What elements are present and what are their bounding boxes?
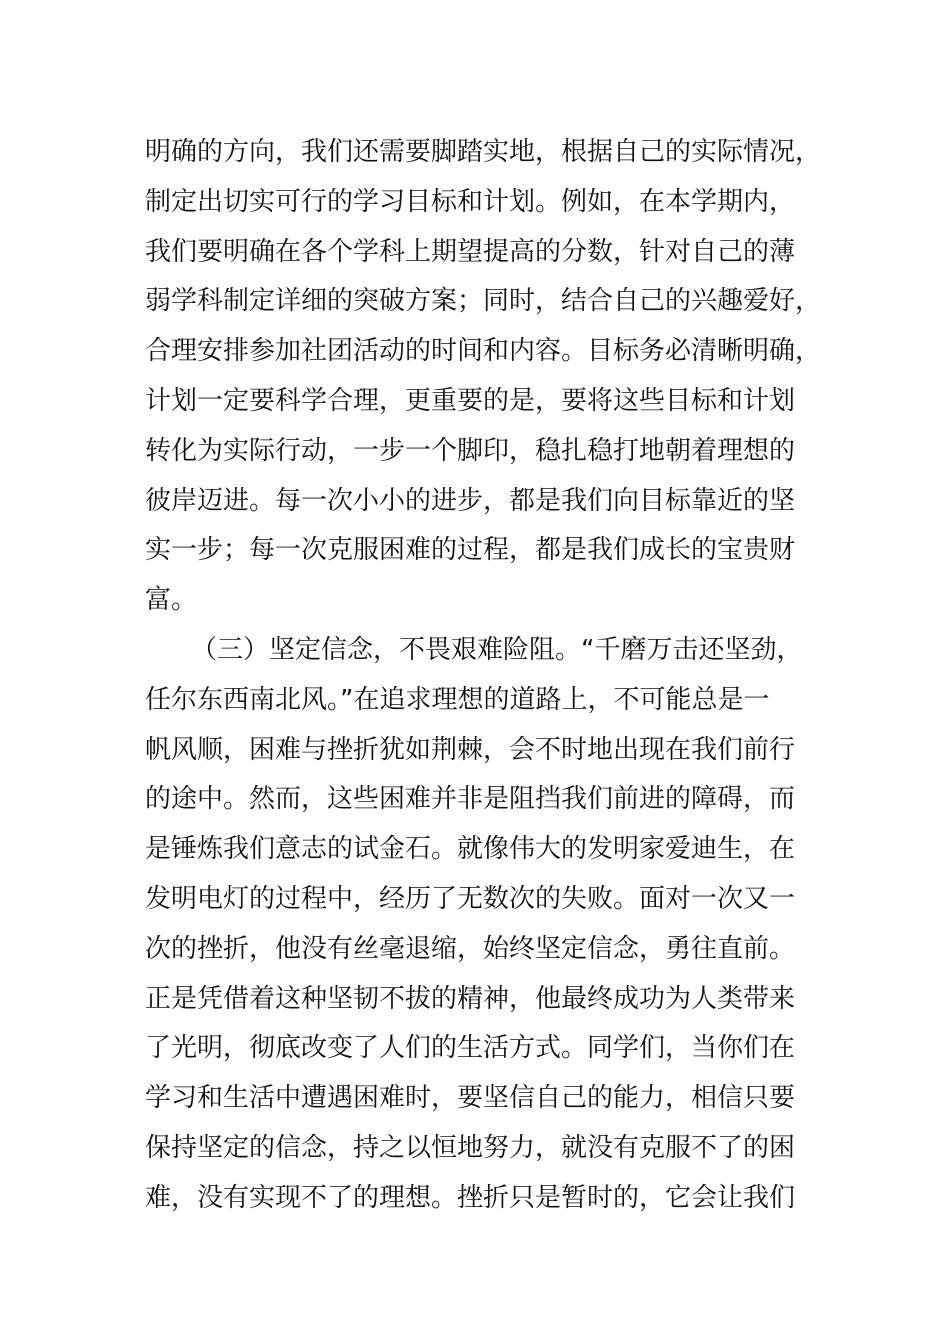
text-line: 明确的方向，我们还需要脚踏实地，根据自己的实际情况，	[145, 137, 822, 167]
text-line: 了光明，彻底改变了人们的生活方式。同学们，当你们在	[145, 1033, 796, 1064]
text-line: 我们要明确在各个学科上期望提高的分数，针对自己的薄	[145, 236, 796, 267]
body-text	[145, 128, 825, 1224]
text-line: 计划一定要科学合理，更重要的是，要将这些目标和计划	[145, 385, 796, 416]
text-line: 难，没有实现不了的理想。挫折只是暂时的，它会让我们	[145, 1182, 796, 1213]
text-line: 合理安排参加社团活动的时间和内容。目标务必清晰明确，	[145, 336, 822, 367]
text-line: 发明电灯的过程中，经历了无数次的失败。面对一次又一	[145, 883, 796, 914]
text-line: 帆风顺，困难与挫折犹如荆棘，会不时地出现在我们前行	[145, 734, 796, 765]
text-line: 转化为实际行动，一步一个脚印，稳扎稳打地朝着理想的	[145, 435, 796, 466]
text-line: 实一步；每一次克服困难的过程，都是我们成长的宝贵财	[145, 535, 796, 566]
text-line: 富。	[145, 585, 198, 616]
text-line: 学习和生活中遭遇困难时，要坚信自己的能力，相信只要	[145, 1083, 796, 1114]
text-line: 制定出切实可行的学习目标和计划。例如，在本学期内，	[145, 186, 796, 217]
text-line: 是锤炼我们意志的试金石。就像伟大的发明家爱迪生，在	[145, 834, 796, 865]
text-line: 的途中。然而，这些困难并非是阻挡我们前进的障碍，而	[145, 784, 796, 815]
text-line: 任尔东西南北风。”在追求理想的道路上，不可能总是一	[145, 684, 770, 715]
text-line: 弱学科制定详细的突破方案；同时，结合自己的兴趣爱好，	[145, 286, 822, 317]
text-line: 彼岸迈进。每一次小小的进步，都是我们向目标靠近的坚	[145, 485, 796, 516]
text-line: 次的挫折，他没有丝毫退缩，始终坚定信念，勇往直前。	[145, 933, 796, 964]
section-heading-line: （三）坚定信念，不畏艰难险阻。“千磨万击还坚劲，	[191, 634, 803, 665]
text-line: 正是凭借着这种坚韧不拔的精神，他最终成功为人类带来	[145, 983, 796, 1014]
text-line: 保持坚定的信念，持之以恒地努力，就没有克服不了的困	[145, 1132, 796, 1163]
